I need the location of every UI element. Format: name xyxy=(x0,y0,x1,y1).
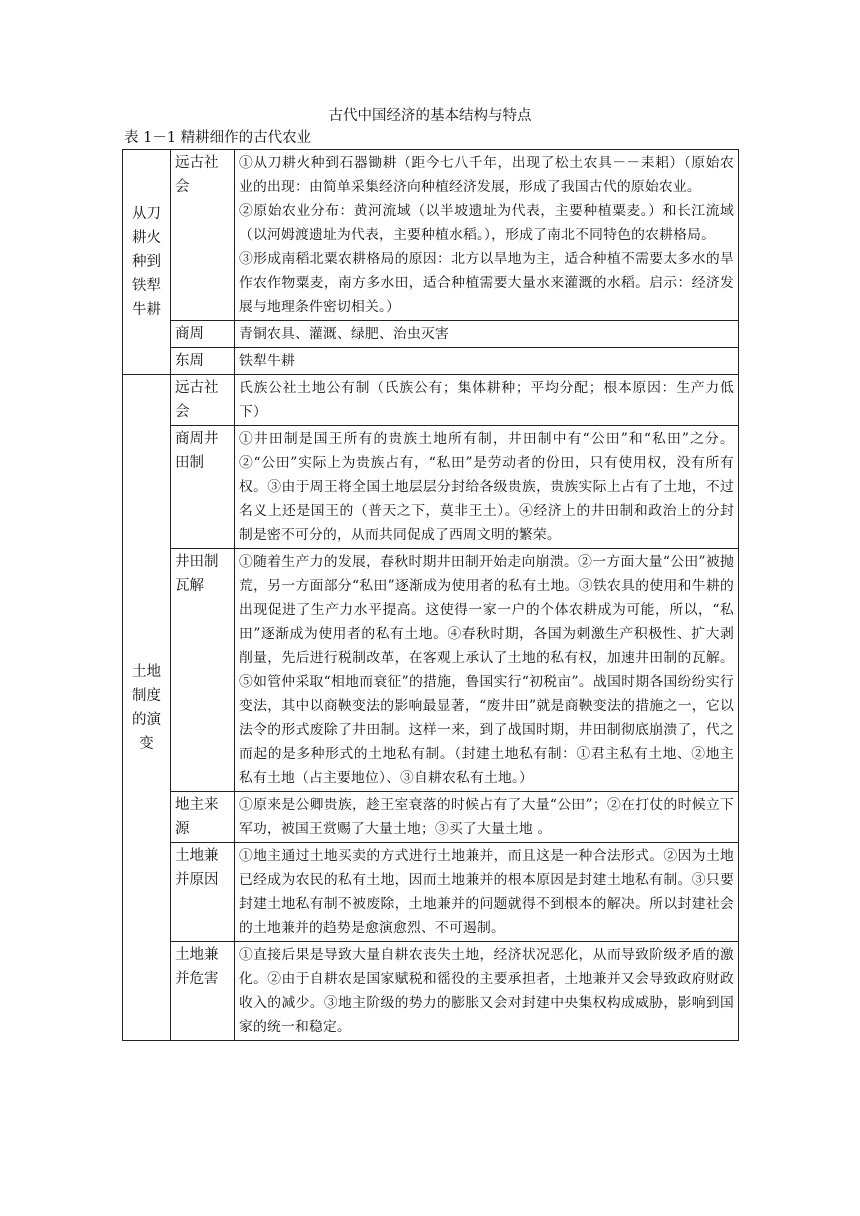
table-row xyxy=(123,792,739,843)
paragraph: ②原始农业分布：黄河流域（以半坡遗址为代表，主要种植粟麦。）和长江流域（以河姆渡遗址为代表，主要种植水稻。），形成了南北不同特色的农耕格局。 xyxy=(239,203,734,243)
row-label: 井田制瓦解 xyxy=(171,549,235,792)
paragraph: ①直接后果是导致大量自耕农丧失土地，经济状况恶化，从而导致阶级矛盾的激化。②由于自耕农是国家赋税和徭役的主要承担者，土地兼并又会导致政府财政收入的减少。③地主阶级的势力的膨胀又会对封建中央集权构成威胁，影响到国家的统一和稳定。 xyxy=(239,947,734,1035)
agriculture-table xyxy=(122,149,739,1041)
row-content xyxy=(235,843,739,942)
row-label: 地主来源 xyxy=(171,792,235,843)
section-label: 从刀耕火种到铁犁牛耕 xyxy=(123,150,171,375)
row-content xyxy=(235,792,739,843)
paragraph: ①随着生产力的发展，春秋时期井田制开始走向崩溃。②一方面大量“公田”被抛荒，另一方面部分“私田”逐渐成为使用者的私有土地。③铁农具的使用和牛耕的出现促进了生产力水平提高。这使得一家一户的个体农耕成为可能，所以，“私田”逐渐成为使用者的私有土地。④春秋时期，各国为刺激生产积极性、扩大剥削量，先后进行税制改革，在客观上承认了土地的私有权，加速井田制的瓦解。⑤如管仲采取“相地而衰征”的措施，鲁国实行“初税亩”。战国时期各国纷纷实行变法，其中以商鞅变法的影响最显著，“废井田”就是商鞅变法的措施之一，它以法令的形式废除了井田制。这样一来，到了战国时期，井田制彻底崩溃了，代之而起的是多种形式的土地私有制。（封建土地私有制：①君主私有土地、②地主私有土地（占主要地位）、③自耕农私有土地。） xyxy=(239,554,734,786)
section-label: 土地制度的演变 xyxy=(123,375,171,1041)
row-label: 商周井田制 xyxy=(171,426,235,549)
paragraph: ①井田制是国王所有的贵族土地所有制，井田制中有“公田”和“私田”之分。②“公田”实际上为贵族占有，“私田”是劳动者的份田，只有使用权，没有所有权。③由于周王将全国土地层层分封给各级贵族，贵族实际上占有了土地，不过名义上还是国王的（普天之下，莫非王土）。④经济上的井田制和政治上的分封制是密不可分的，从而共同促成了西周文明的繁荣。 xyxy=(239,431,734,543)
table-row xyxy=(123,426,739,549)
paragraph: 铁犁牛耕 xyxy=(239,353,295,369)
table-row xyxy=(123,843,739,942)
table-caption: 表 1－1 精耕细作的古代农业 xyxy=(124,130,312,146)
row-label: 土地兼并原因 xyxy=(171,843,235,942)
row-content xyxy=(235,150,739,321)
table-row xyxy=(123,348,739,375)
row-content xyxy=(235,942,739,1041)
row-content xyxy=(235,426,739,549)
paragraph: ③形成南稻北粟农耕格局的原因：北方以旱地为主，适合种植不需要太多水的旱作农作物粟麦，南方多水田，适合种植需要大量水来灌溉的水稻。启示：经济发展与地理条件密切相关。） xyxy=(239,251,734,315)
document-title: 古代中国经济的基本结构与特点 xyxy=(328,108,532,124)
table-row xyxy=(123,942,739,1041)
table-row xyxy=(123,321,739,348)
row-content xyxy=(235,321,739,348)
table-row xyxy=(123,150,739,321)
row-content xyxy=(235,348,739,375)
paragraph: ①地主通过土地买卖的方式进行土地兼并，而且这是一种合法形式。②因为土地已经成为农民的私有土地，因而土地兼并的根本原因是封建土地私有制。③只要封建土地私有制不被废除，土地兼并的问题就得不到根本的解决。所以封建社会的土地兼并的趋势是愈演愈烈、不可遏制。 xyxy=(239,848,734,936)
row-label: 远古社会 xyxy=(171,375,235,426)
row-label: 远古社会 xyxy=(171,150,235,321)
paragraph: ①原来是公卿贵族，趁王室衰落的时候占有了大量“公田”；②在打仗的时候立下军功，被国王赏赐了大量土地；③买了大量土地 。 xyxy=(239,797,734,837)
row-label: 商周 xyxy=(171,321,235,348)
paragraph: 氏族公社土地公有制（氏族公有；集体耕种；平均分配；根本原因：生产力低下） xyxy=(239,380,734,420)
row-content xyxy=(235,549,739,792)
paragraph: ①从刀耕火种到石器锄耕（距今七八千年，出现了松土农具－－耒耜）（原始农业的出现：由简单采集经济向种植经济发展，形成了我国古代的原始农业。 xyxy=(239,155,734,195)
table-row xyxy=(123,549,739,792)
row-content xyxy=(235,375,739,426)
table-row xyxy=(123,375,739,426)
paragraph: 青铜农具、灌溉、绿肥、治虫灭害 xyxy=(239,326,449,342)
row-label: 东周 xyxy=(171,348,235,375)
row-label: 土地兼并危害 xyxy=(171,942,235,1041)
